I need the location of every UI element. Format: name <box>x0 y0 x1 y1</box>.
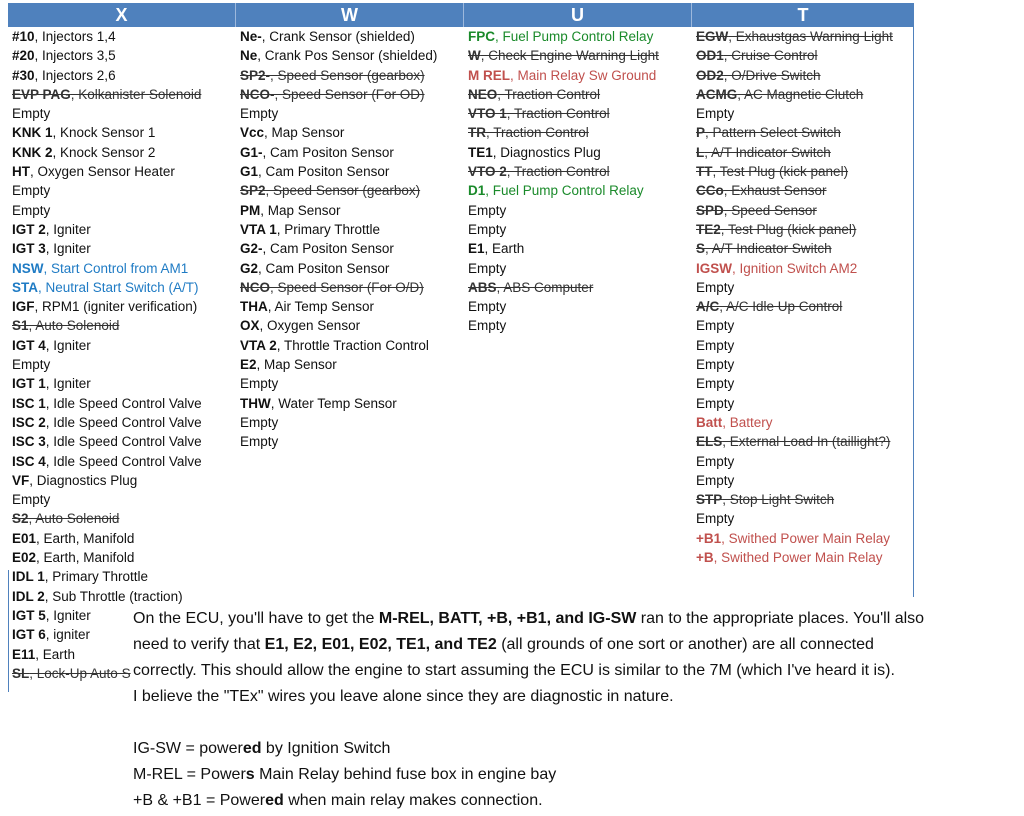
pin-code: A/C <box>696 299 720 315</box>
pin-description: Empty <box>240 414 279 430</box>
pin-description: , Igniter <box>45 337 91 353</box>
pin-row <box>696 239 913 258</box>
pin-code: KNK 1 <box>12 125 53 141</box>
pin-row <box>696 548 913 567</box>
pin-code: ISC 1 <box>12 395 46 411</box>
pin-description: Empty <box>696 376 735 392</box>
pin-description: , Exhaustgas Warning Light <box>728 29 893 44</box>
pin-description: , Stop Light Switch <box>722 492 835 508</box>
pin-code: G2 <box>240 260 259 276</box>
note-paragraph: correctly. This should allow the engine to start assuming the ECU is similar to the 7M (which I've heard it is). <box>133 662 895 679</box>
pin-row <box>12 548 236 567</box>
pin-row <box>696 355 913 374</box>
definition-m-rel: M-REL = Powers Main Relay behind fuse box in engine bay <box>133 766 557 783</box>
pin-description: , Start Control from AM1 <box>43 260 189 276</box>
pin-description: Empty <box>696 318 735 334</box>
table-border-stub <box>8 570 9 692</box>
pin-description: Empty <box>240 434 279 450</box>
pin-description: , Neutral Start Switch (A/T) <box>38 279 199 295</box>
note-paragraph: need to verify that E1, E2, E01, E02, TE1, and TE2 (all grounds of one sort or another) are all connected <box>133 636 874 653</box>
pin-row <box>12 452 236 471</box>
pin-description: , Main Relay Sw Ground <box>510 67 657 83</box>
pin-description: , Diagnostics Plug <box>29 472 138 488</box>
pin-row <box>468 46 692 65</box>
pin-row <box>12 567 236 586</box>
pin-description: Empty <box>696 357 735 373</box>
definition-b-b1: +B & +B1 = Powered when main relay makes connection. <box>133 792 543 809</box>
pin-row <box>696 46 913 65</box>
pin-row <box>12 143 236 162</box>
pin-description: Empty <box>12 357 51 373</box>
pin-description: , Traction Control <box>497 86 601 102</box>
pin-row <box>696 374 913 393</box>
column-u <box>464 27 692 683</box>
pin-code: #20 <box>12 48 35 64</box>
pin-description: , Auto Solenoid <box>28 511 120 527</box>
pin-row <box>12 85 236 104</box>
pin-row <box>696 181 913 200</box>
pin-row <box>12 355 236 374</box>
pin-description: , Swithed Power Main Relay <box>713 550 883 566</box>
pin-row <box>12 239 236 258</box>
pin-description: Empty <box>240 376 279 392</box>
pin-row <box>12 201 236 220</box>
pin-description: Empty <box>468 221 507 237</box>
pin-code: NSW <box>12 260 44 276</box>
pin-description: Empty <box>696 106 735 122</box>
pin-row <box>240 413 464 432</box>
pin-row <box>12 394 236 413</box>
pin-row <box>696 27 913 46</box>
pin-row <box>240 259 464 278</box>
pin-row <box>240 297 464 316</box>
pin-description: , Fuel Pump Control Relay <box>495 29 654 44</box>
pin-description: , External Load In (taillight?) <box>722 434 891 450</box>
pin-row <box>12 509 236 528</box>
pin-description: , Swithed Power Main Relay <box>721 530 890 546</box>
pin-row <box>12 220 236 239</box>
pin-row <box>240 162 464 181</box>
pin-row <box>12 104 236 123</box>
pin-code: +B <box>696 550 714 566</box>
pin-row <box>696 162 913 181</box>
pin-description: , Knock Sensor 2 <box>52 144 156 160</box>
pin-code: E2 <box>240 357 257 373</box>
pin-description: , Oxygen Sensor Heater <box>30 164 175 180</box>
pin-row <box>12 278 236 297</box>
pin-description: , Kolkanister Solenoid <box>70 86 202 102</box>
pin-code: ISC 2 <box>12 414 46 430</box>
note-paragraph: I believe the "TEx" wires you leave alone since they are diagnostic in nature. <box>133 688 674 705</box>
pin-description: Empty <box>468 299 507 315</box>
pin-code: E11 <box>12 646 36 662</box>
pin-description: , Earth <box>484 241 525 257</box>
pin-description: , Cam Positon Sensor <box>258 164 390 180</box>
pin-code: OD2 <box>696 67 724 83</box>
pin-description: , Traction Control <box>506 106 610 122</box>
pin-description: , Injectors 2,6 <box>34 67 116 83</box>
pin-row <box>468 143 692 162</box>
pin-row <box>240 432 464 451</box>
pin-code: Vcc <box>240 125 265 141</box>
pin-row <box>468 85 692 104</box>
pin-description: , AC Magnetic Clutch <box>737 86 864 102</box>
ecu-pinout-table <box>8 3 914 683</box>
pin-code: ISC 3 <box>12 434 46 450</box>
pin-code: G1- <box>240 144 263 160</box>
pin-code: S2 <box>12 511 29 527</box>
pin-row <box>240 239 464 258</box>
pin-description: , Map Sensor <box>264 125 345 141</box>
pin-description: , Cam Positon Sensor <box>258 260 390 276</box>
pin-code: NEO <box>468 86 498 102</box>
pin-code: TR <box>468 125 486 141</box>
note-paragraph: On the ECU, you'll have to get the M-REL, BATT, +B, +B1, and IG-SW ran to the appropriate places. You'll also <box>133 610 925 627</box>
pin-code: Ne- <box>240 29 262 44</box>
pin-row <box>12 123 236 142</box>
pin-code: SPD <box>696 202 724 218</box>
pin-code: SL <box>12 665 30 681</box>
pin-description: , Ignition Switch AM2 <box>732 260 858 276</box>
pin-code: IGT 5 <box>12 607 46 623</box>
pin-row <box>696 452 913 471</box>
pin-code: E1 <box>468 241 485 257</box>
pin-description: , Test Plug (kick panel) <box>720 221 857 237</box>
pin-description: , Earth, Manifold <box>36 530 135 546</box>
pin-row <box>696 413 913 432</box>
column-x <box>8 27 236 683</box>
pin-code: ABS <box>468 279 497 295</box>
pin-description: Empty <box>12 492 51 508</box>
pin-row <box>12 181 236 200</box>
pin-code: IGT 3 <box>12 241 46 257</box>
pin-description: , Speed Sensor (For OD) <box>274 86 425 102</box>
pin-row <box>696 66 913 85</box>
pin-description: , Igniter <box>45 376 91 392</box>
pin-description: , Map Sensor <box>256 357 337 373</box>
pin-description: , Pattern Select Switch <box>705 125 841 141</box>
pin-code: THA <box>240 299 268 315</box>
header-u: U <box>464 3 692 27</box>
pin-row <box>468 297 692 316</box>
pin-description: Empty <box>468 260 507 276</box>
pin-code: IGT 4 <box>12 337 46 353</box>
pin-description: , Crank Pos Sensor (shielded) <box>257 48 438 64</box>
pin-row <box>240 143 464 162</box>
pin-row <box>12 587 236 606</box>
pin-code: HT <box>12 164 30 180</box>
pin-row <box>468 181 692 200</box>
pin-row <box>696 85 913 104</box>
pin-description: , Knock Sensor 1 <box>52 125 156 141</box>
pin-row <box>240 278 464 297</box>
pin-code: SP2- <box>240 67 271 83</box>
pin-row <box>696 336 913 355</box>
pin-row <box>240 201 464 220</box>
pin-description: , RPM1 (igniter verification) <box>34 299 198 315</box>
pin-description: , Traction Control <box>486 125 589 141</box>
pin-description: , A/T Indicator Switch <box>704 144 831 160</box>
pin-code: OD1 <box>696 48 724 64</box>
pin-row <box>696 104 913 123</box>
pin-code: D1 <box>468 183 486 199</box>
pin-description: , Cam Positon Sensor <box>262 144 394 160</box>
pin-description: Empty <box>468 318 507 334</box>
pin-description: , Oxygen Sensor <box>259 318 361 334</box>
pin-row <box>240 355 464 374</box>
pin-row <box>12 27 236 46</box>
pin-description: Empty <box>696 337 735 353</box>
pin-description: Empty <box>468 202 507 218</box>
pin-row <box>240 316 464 335</box>
pin-code: IDL 2 <box>12 588 45 604</box>
pin-description: , Throttle Traction Control <box>276 337 429 353</box>
pin-description: Empty <box>696 472 735 488</box>
pin-description: , Cam Positon Sensor <box>262 241 394 257</box>
pin-row <box>696 471 913 490</box>
pin-description: , Air Temp Sensor <box>267 299 375 315</box>
pin-row <box>12 432 236 451</box>
pin-description: , Idle Speed Control Valve <box>45 453 202 469</box>
pin-code: IGF <box>12 299 35 315</box>
pin-row <box>240 374 464 393</box>
pin-row <box>696 123 913 142</box>
pin-code: FPC <box>468 29 495 44</box>
pin-row <box>240 394 464 413</box>
pin-row <box>696 143 913 162</box>
pin-row <box>240 46 464 65</box>
pin-description: , Primary Throttle <box>276 221 381 237</box>
pin-code: TT <box>696 164 713 180</box>
pin-description: , Igniter <box>45 221 91 237</box>
pin-description: , Test Plug (kick panel) <box>712 164 849 180</box>
pin-row <box>12 259 236 278</box>
definition-ig-sw: IG-SW = powered by Ignition Switch <box>133 740 391 757</box>
pin-code: NCO <box>240 279 270 295</box>
pin-code: PM <box>240 202 261 218</box>
pin-description: , Idle Speed Control Valve <box>45 434 202 450</box>
pin-description: Empty <box>12 183 51 199</box>
pin-description: Empty <box>12 202 51 218</box>
pin-row <box>12 336 236 355</box>
pin-code: Ne <box>240 48 258 64</box>
pin-description: , Speed Sensor (gearbox) <box>265 183 421 199</box>
pin-code: IGT 6 <box>12 627 46 643</box>
pin-code: E01 <box>12 530 37 546</box>
pin-row <box>240 181 464 200</box>
header-w: W <box>236 3 464 27</box>
pin-row <box>12 490 236 509</box>
pin-description: Empty <box>696 395 735 411</box>
pin-code: TE1 <box>468 144 493 160</box>
pin-description: , Injectors 3,5 <box>34 48 116 64</box>
pin-code: SP2 <box>240 183 266 199</box>
pin-description: , Diagnostics Plug <box>492 144 601 160</box>
pin-description: , Map Sensor <box>260 202 341 218</box>
pin-code: CCo <box>696 183 724 199</box>
pin-code: IDL 1 <box>12 569 45 585</box>
table-header-row <box>8 3 914 27</box>
pin-code: G2- <box>240 241 263 257</box>
pin-code: Batt <box>696 414 723 430</box>
pin-code: #10 <box>12 29 35 44</box>
pin-description: , igniter <box>45 627 91 643</box>
pin-row <box>468 104 692 123</box>
pin-row <box>240 220 464 239</box>
pin-code: OX <box>240 318 260 334</box>
pin-code: THW <box>240 395 271 411</box>
pin-code: S <box>696 241 706 257</box>
pin-description: , ABS Computer <box>496 279 594 295</box>
pin-code: ACMG <box>696 86 738 102</box>
column-t <box>692 27 914 597</box>
pin-row <box>696 220 913 239</box>
pin-code: S1 <box>12 318 29 334</box>
pin-code: TE2 <box>696 221 721 237</box>
pin-description: , Igniter <box>45 241 91 257</box>
pin-description: Empty <box>12 106 51 122</box>
column-w <box>236 27 464 683</box>
pin-description: , Sub Throttle (traction) <box>44 588 183 604</box>
pin-description: , Auto Solenoid <box>28 318 120 334</box>
pin-code: #30 <box>12 67 35 83</box>
pin-description: Empty <box>696 453 735 469</box>
pin-description: , Igniter <box>45 607 91 623</box>
pin-description: , Injectors 1,4 <box>34 29 116 44</box>
pin-row <box>468 123 692 142</box>
pin-row <box>240 66 464 85</box>
pin-description: , Fuel Pump Control Relay <box>485 183 644 199</box>
header-t: T <box>797 5 809 25</box>
pin-code: IGT 1 <box>12 376 46 392</box>
pin-row <box>696 259 913 278</box>
pin-code: STA <box>12 279 38 295</box>
pin-code: P <box>696 125 706 141</box>
pin-code: ELS <box>696 434 723 450</box>
pin-row <box>696 278 913 297</box>
pin-description: , Primary Throttle <box>44 569 149 585</box>
pin-description: Empty <box>696 511 735 527</box>
pin-description: , O/Drive Switch <box>723 67 821 83</box>
pin-code: IGSW <box>696 260 732 276</box>
pin-row <box>696 201 913 220</box>
pin-description: , Lock-Up Auto S <box>29 665 131 681</box>
pin-description: , Crank Sensor (shielded) <box>261 29 415 44</box>
pin-description: , Speed Sensor (gearbox) <box>270 67 425 83</box>
pin-code: NCO- <box>240 86 275 102</box>
pin-row <box>240 27 464 46</box>
pin-row <box>696 297 913 316</box>
pin-row <box>240 104 464 123</box>
pin-code: L <box>696 144 705 160</box>
pin-code: VTO 2 <box>468 164 507 180</box>
pin-description: , A/T Indicator Switch <box>705 241 832 257</box>
pin-description: Empty <box>240 106 279 122</box>
pin-row <box>468 316 692 335</box>
pin-description: , Speed Sensor (For O/D) <box>270 279 424 295</box>
pin-code: ISC 4 <box>12 453 46 469</box>
pin-row <box>696 490 913 509</box>
pin-description: , Battery <box>722 414 773 430</box>
header-x: X <box>8 3 236 27</box>
pin-row <box>468 259 692 278</box>
pin-row <box>12 471 236 490</box>
pin-row <box>468 220 692 239</box>
pin-row <box>12 162 236 181</box>
pin-description: , A/C Idle Up Control <box>719 299 843 315</box>
pin-row <box>12 297 236 316</box>
pin-description: , Water Temp Sensor <box>270 395 397 411</box>
pin-row <box>12 413 236 432</box>
pin-row <box>12 529 236 548</box>
pin-code: +B1 <box>696 530 722 546</box>
pin-row <box>240 336 464 355</box>
pin-row <box>468 27 692 46</box>
pin-code: EVP PAG <box>12 86 71 102</box>
pin-row <box>12 374 236 393</box>
ecu-wiring-notes <box>133 606 1023 814</box>
pin-row <box>696 529 913 548</box>
pin-row <box>468 278 692 297</box>
pin-code: IGT 2 <box>12 221 46 237</box>
pin-row <box>240 85 464 104</box>
pin-code: W <box>468 48 481 64</box>
pin-description: , Idle Speed Control Valve <box>45 395 202 411</box>
pin-code: E02 <box>12 550 37 566</box>
pin-code: VF <box>12 472 30 488</box>
pin-code: G1 <box>240 164 259 180</box>
pin-row <box>696 509 913 528</box>
pin-description: , Speed Sensor <box>723 202 817 218</box>
pin-description: Empty <box>696 279 735 295</box>
pin-row <box>240 123 464 142</box>
pin-row <box>12 66 236 85</box>
pin-row <box>12 46 236 65</box>
pin-row <box>12 316 236 335</box>
pin-code: M REL <box>468 67 510 83</box>
pin-row <box>696 432 913 451</box>
pin-description: , Traction Control <box>506 164 610 180</box>
pin-description: , Idle Speed Control Valve <box>45 414 202 430</box>
pin-code: STP <box>696 492 723 508</box>
pin-description: , Check Engine Warning Light <box>480 48 659 64</box>
pin-row <box>468 162 692 181</box>
pin-row <box>468 66 692 85</box>
pin-code: VTO 1 <box>468 106 507 122</box>
pin-description: , Earth <box>35 646 76 662</box>
pin-code: KNK 2 <box>12 144 53 160</box>
pin-code: EGW <box>696 29 729 44</box>
pin-row <box>696 316 913 335</box>
pin-description: , Cruise Control <box>723 48 818 64</box>
pin-description: , Exhaust Sensor <box>723 183 827 199</box>
pin-code: VTA 1 <box>240 221 277 237</box>
pin-code: VTA 2 <box>240 337 277 353</box>
pin-row <box>696 394 913 413</box>
pin-description: , Earth, Manifold <box>36 550 135 566</box>
pin-row <box>468 201 692 220</box>
pin-row <box>468 239 692 258</box>
